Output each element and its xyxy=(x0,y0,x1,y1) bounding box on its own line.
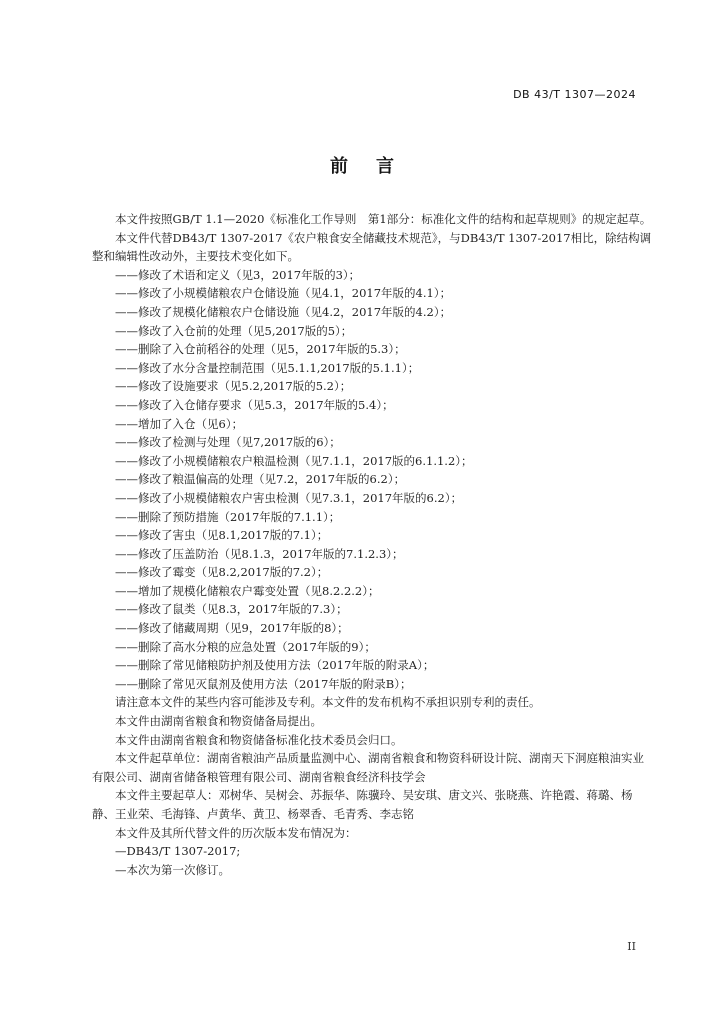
centralized-paragraph: 本文件由湖南省粮食和物资储备标准化技术委员会归口。 xyxy=(115,732,403,747)
history-item: —本次为第一次修订。 xyxy=(115,862,230,877)
drafting-units-paragraph: 本文件起草单位：湖南省粮油产品质量监测中心、湖南省粮食和物资科研设计院、湖南天下洞庭粮油实业有限公司、湖南省储备粮管理有限公司、湖南省粮食经济科技学会 xyxy=(92,751,644,784)
change-item: ——修改了小规模储粮农户害虫检测（见7.3.1，2017年版的6.2）； xyxy=(115,490,463,505)
change-item: ——删除了入仓前稻谷的处理（见5，2017年版的5.3）； xyxy=(115,342,406,357)
change-item: ——修改了规模化储粮农户仓储设施（见4.2，2017年版的4.2）； xyxy=(115,304,452,319)
page-number: II xyxy=(627,940,636,953)
page-title: 前言 xyxy=(330,156,422,177)
history-item: —DB43/T 1307-2017; xyxy=(115,844,241,859)
change-item: ——修改了入仓储存要求（见5.3，2017年版的5.4）； xyxy=(115,397,394,412)
change-item: ——删除了高水分粮的应急处置（2017年版的9）； xyxy=(115,639,376,654)
change-item: ——修改了压盖防治（见8.1.3，2017年版的7.1.2.3）； xyxy=(115,546,404,561)
change-item: ——增加了入仓（见6）； xyxy=(115,416,244,431)
change-item: ——修改了害虫（见8.1,2017版的7.1）； xyxy=(115,528,329,543)
change-item: ——修改了术语和定义（见3，2017年版的3）； xyxy=(115,267,361,282)
document-body xyxy=(92,210,652,879)
change-item: ——删除了常见灭鼠剂及使用方法（2017年版的附录B）； xyxy=(115,676,412,691)
change-item: ——修改了水分含量控制范围（见5.1.1,2017版的5.1.1）； xyxy=(115,360,420,375)
change-item: ——修改了小规模储粮农户粮温检测（见7.1.1，2017版的6.1.1.2）； xyxy=(115,453,473,468)
change-item: ——修改了粮温偏高的处理（见7.2，2017年版的6.2）； xyxy=(115,472,406,487)
change-item: ——增加了规模化储粮农户霉变处置（见8.2.2.2）； xyxy=(115,583,380,598)
change-item: ——修改了检测与处理（见7,2017版的6）； xyxy=(115,435,341,450)
change-item: ——删除了常见储粮防护剂及使用方法（2017年版的附录A）； xyxy=(115,658,435,673)
change-item: ——修改了霉变（见8.2,2017版的7.2）； xyxy=(115,565,329,580)
change-item: ——修改了设施要求（见5.2,2017版的5.2）； xyxy=(115,379,352,394)
change-item: ——删除了预防措施（2017年版的7.1.1）； xyxy=(115,509,341,524)
proposer-paragraph: 本文件由湖南省粮食和物资储备局提出。 xyxy=(115,714,322,729)
document-code: DB 43/T 1307—2024 xyxy=(513,88,636,101)
change-item: ——修改了小规模储粮农户仓储设施（见4.1，2017年版的4.1）； xyxy=(115,286,452,301)
change-item: ——修改了储藏周期（见9，2017年版的8）； xyxy=(115,621,349,636)
history-heading: 本文件及其所代替文件的历次版本发布情况为： xyxy=(115,825,357,840)
change-item: ——修改了入仓前的处理（见5,2017版的5）； xyxy=(115,323,353,338)
change-item: ——修改了鼠类（见8.3，2017年版的7.3）； xyxy=(115,602,348,617)
intro-paragraph: 本文件按照GB/T 1.1—2020《标准化工作导则 第1部分：标准化文件的结构和起草规则》的规定起草。 xyxy=(115,212,652,226)
change-list xyxy=(92,266,652,694)
patent-notice: 请注意本文件的某些内容可能涉及专利。本文件的发布机构不承担识别专利的责任。 xyxy=(115,695,541,710)
drafters-paragraph: 本文件主要起草人：邓树华、吴树会、苏振华、陈骥玲、吴安琪、唐文兴、张晓燕、许艳霞、蒋璐、杨静、王业荣、毛海锋、卢黄华、黄卫、杨翠香、毛青秀、李志铭 xyxy=(92,788,633,821)
intro-paragraph: 本文件代替DB43/T 1307-2017《农户粮食安全储藏技术规范》，与DB43/T 1307-2017相比，除结构调整和编辑性改动外，主要技术变化如下。 xyxy=(92,230,652,264)
